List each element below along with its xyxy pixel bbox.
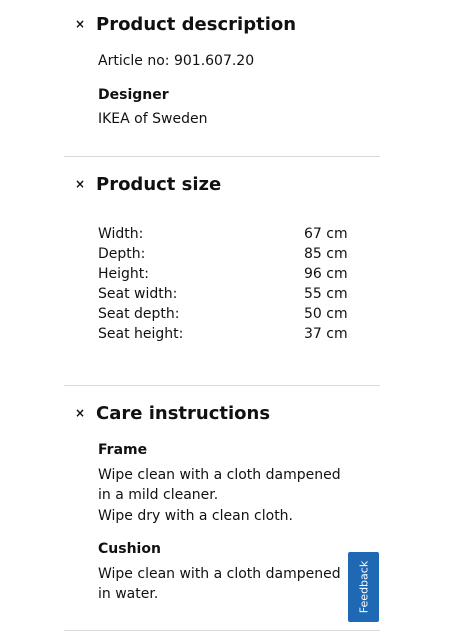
product-size-header[interactable] — [0, 173, 380, 197]
feedback-label: Feedback — [357, 560, 370, 614]
product-description-header[interactable] — [0, 13, 380, 37]
dimension-value: 55 cm — [304, 286, 348, 302]
frame-instruction-line: Wipe dry with a clean cloth. — [98, 508, 294, 524]
divider — [64, 630, 380, 631]
dimension-value: 50 cm — [304, 306, 348, 322]
frame-heading: Frame — [98, 442, 148, 458]
product-size-title: Product size — [96, 174, 222, 195]
cushion-heading: Cushion — [98, 541, 161, 557]
product-description-section — [0, 13, 475, 153]
care-instructions-section — [0, 402, 475, 622]
divider — [64, 156, 380, 157]
dimension-row — [98, 304, 348, 324]
dimension-label: Seat width: — [98, 286, 178, 302]
dimension-value: 85 cm — [304, 246, 348, 262]
frame-instruction-line: Wipe clean with a cloth dampened — [98, 467, 341, 483]
frame-instruction-line: in a mild cleaner. — [98, 487, 219, 503]
cushion-instruction-line: Wipe clean with a cloth dampened — [98, 566, 341, 582]
dimension-row — [98, 284, 348, 304]
dimension-label: Seat depth: — [98, 306, 180, 322]
close-icon[interactable]: × — [74, 17, 86, 31]
close-icon[interactable]: × — [74, 177, 86, 191]
dimension-row — [98, 264, 348, 284]
product-description-title: Product description — [96, 14, 297, 35]
article-number: Article no: 901.607.20 — [98, 53, 255, 69]
divider — [64, 385, 380, 386]
dimension-label: Height: — [98, 266, 149, 282]
dimension-row — [98, 224, 348, 244]
care-instructions-header[interactable] — [0, 402, 380, 426]
dimension-row — [98, 324, 348, 344]
designer-value: IKEA of Sweden — [98, 111, 208, 127]
product-size-section — [0, 173, 475, 373]
dimension-value: 96 cm — [304, 266, 348, 282]
close-icon[interactable]: × — [74, 406, 86, 420]
dimension-label: Width: — [98, 226, 144, 242]
dimension-value: 67 cm — [304, 226, 348, 242]
dimension-label: Seat height: — [98, 326, 184, 342]
dimension-value: 37 cm — [304, 326, 348, 342]
dimension-label: Depth: — [98, 246, 146, 262]
cushion-instruction-line: in water. — [98, 586, 159, 602]
feedback-button[interactable] — [348, 552, 379, 622]
designer-heading: Designer — [98, 87, 169, 103]
dimension-row — [98, 244, 348, 264]
care-instructions-title: Care instructions — [96, 403, 271, 424]
